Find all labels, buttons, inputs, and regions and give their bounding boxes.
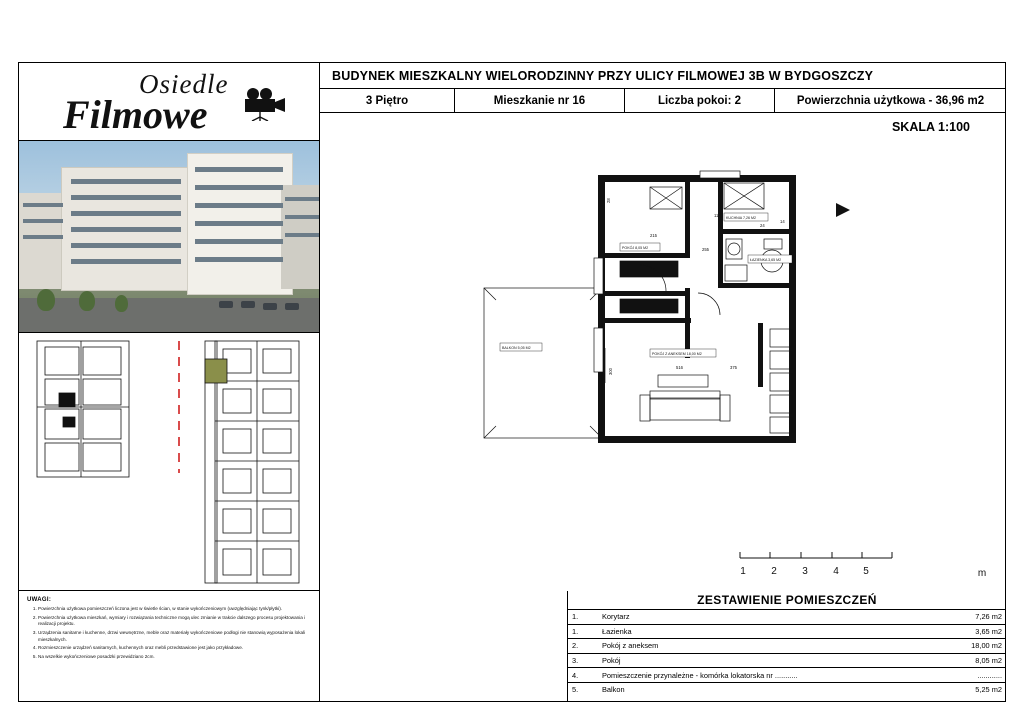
- scale-ruler-svg: [320, 548, 1006, 592]
- svg-text:375: 375: [730, 365, 737, 370]
- row-number: 2.: [568, 639, 598, 654]
- row-room-name: Pokój z aneksem: [598, 639, 932, 654]
- svg-text:300: 300: [608, 368, 613, 375]
- svg-text:117: 117: [714, 213, 721, 218]
- table-row: [568, 682, 1006, 696]
- note-item: 2. Powierzchnia użytkowa mieszkań, wymiary i rozwiązania techniczne mogą ulec zmianie w trakcie dalszego procesu projektowania i realizacji projektu.: [38, 615, 311, 628]
- row-number: 1.: [568, 624, 598, 639]
- table-row: [568, 610, 1006, 624]
- row-room-name: Balkon: [602, 685, 625, 695]
- info-usable-area: Powierzchnia użytkowa - 36,96 m2: [796, 94, 985, 107]
- svg-text:215: 215: [650, 233, 657, 238]
- svg-text:14: 14: [780, 219, 785, 224]
- room-schedule-table: [568, 610, 1006, 697]
- row-area: 3,65 m2: [932, 624, 1006, 639]
- room-schedule: [567, 591, 1006, 701]
- ruler-tick-label: 3: [802, 566, 808, 577]
- ruler-unit-label: m: [977, 568, 987, 579]
- note-item: 5. Na wszelkie wykończeniowe posadzki przewidziano 2cm.: [38, 654, 311, 661]
- movie-camera-icon: [241, 87, 287, 121]
- svg-text:28: 28: [606, 198, 611, 203]
- note-item: 1. Powierzchnia użytkowa pomieszczeń liczona jest w świetle ścian, w stanie wykończeniowym (uwzględniając tynk/płytki).: [38, 606, 311, 613]
- note-item: 3. Urządzenia sanitarne i kuchenne, drzwi wewnętrzne, meble oraz materiały wykończeniowe podłogi nie stanowią wyposażenia lokali mieszkalnych.: [38, 630, 311, 643]
- table-row: [568, 624, 1006, 639]
- key-plan-svg: [19, 333, 320, 591]
- ruler-tick-label: 5: [863, 566, 869, 577]
- thin-lines: [484, 288, 602, 438]
- table-row: [568, 639, 1006, 654]
- svg-text:24: 24: [760, 223, 765, 228]
- svg-text:BALKON 5,05 M2: BALKON 5,05 M2: [502, 346, 531, 350]
- svg-text:516: 516: [676, 365, 683, 370]
- svg-text:POKÓJ 8,05 M2: POKÓJ 8,05 M2: [622, 246, 649, 250]
- row-number: 4.: [568, 668, 598, 683]
- notes-block: [19, 591, 320, 701]
- row-area: 7,26 m2: [932, 610, 1006, 624]
- table-row: [568, 653, 1006, 668]
- row-room-name: Korytarz: [598, 610, 932, 624]
- scale-label: SKALA 1:100: [891, 120, 970, 134]
- row-area: 8,05 m2: [932, 653, 1006, 668]
- row-number: 1.: [568, 610, 598, 624]
- svg-text:ŁAZIENKA 3,65 M2: ŁAZIENKA 3,65 M2: [750, 258, 782, 262]
- info-floor: 3 Piętro: [320, 89, 455, 112]
- info-room-count: Liczba pokoi: 2: [625, 89, 775, 112]
- apartment-info-bar: [320, 89, 1006, 113]
- entrance-arrow: [836, 203, 850, 217]
- row-area: 18,00 m2: [932, 639, 1006, 654]
- page-title: BUDYNEK MIESZKALNY WIELORODZINNY PRZY ULICY FILMOWEJ 3B W BYDGOSZCZY: [332, 68, 874, 83]
- key-floor-plans: [19, 333, 320, 591]
- notes-heading: UWAGI:: [27, 597, 52, 603]
- highlighted-apartment: [205, 359, 227, 383]
- svg-text:KUCHNIA 7,26 M2: KUCHNIA 7,26 M2: [726, 216, 756, 220]
- project-title-bar: [320, 63, 1006, 89]
- floor-plan-svg: [320, 143, 1006, 591]
- info-apartment-number: Mieszkanie nr 16: [455, 89, 625, 112]
- apartment-floor-plan: [320, 143, 1006, 591]
- ruler-tick-label: 1: [740, 566, 746, 577]
- row-room-name: Łazienka: [598, 624, 932, 639]
- logo-text-filmowe: Filmowe: [63, 92, 208, 137]
- row-number: 3.: [568, 653, 598, 668]
- row-room-name: Pomieszczenie przynależne - komórka lokatorska nr ...........: [598, 668, 932, 683]
- row-number: 5.: [572, 685, 579, 695]
- room-schedule-title: ZESTAWIENIE POMIESZCZEŃ: [568, 591, 1006, 610]
- logo-text-osiedle: Osiedle: [139, 69, 229, 99]
- ruler-tick-label: 2: [771, 566, 777, 577]
- table-row: [568, 668, 1006, 683]
- row-area: 5,25 m2: [975, 685, 1002, 695]
- row-room-name: Pokój: [598, 653, 932, 668]
- logo-box: [19, 63, 320, 141]
- row-area: ............: [932, 668, 1006, 683]
- scale-ruler: [320, 548, 1006, 592]
- note-item: 4. Rozmieszczenie urządzeń sanitarnych, kuchennych oraz mebli przedstawione jest jako przykładowe.: [38, 645, 311, 652]
- svg-text:POKÓJ Z ANEKSEM 18,00 M2: POKÓJ Z ANEKSEM 18,00 M2: [652, 352, 702, 356]
- scale-row: [320, 113, 1006, 143]
- building-photo: [19, 141, 320, 333]
- svg-text:255: 255: [702, 247, 709, 252]
- ruler-tick-label: 4: [833, 566, 839, 577]
